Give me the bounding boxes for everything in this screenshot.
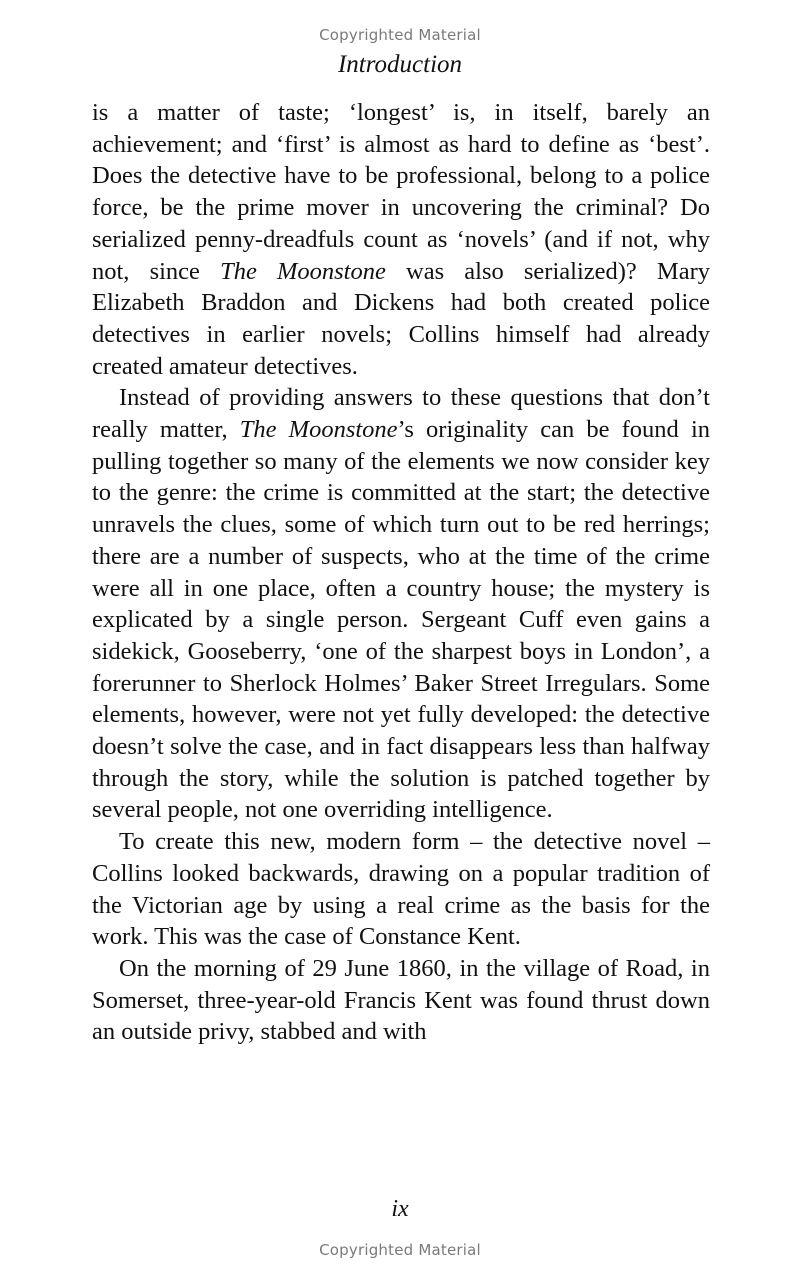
book-title: The Moonstone	[220, 257, 386, 285]
paragraph-2-head: Instead of providing answers to these questions that don’t really matter,	[92, 384, 710, 444]
paragraph-2	[92, 382, 710, 826]
book-title: The Moonstone	[239, 416, 398, 444]
copyright-notice-bottom: Copyrighted Material	[319, 1241, 481, 1259]
paragraph-1-text: is a matter of taste; ‘longest’ is, in itself, barely an achievement; and ‘first’ is almost as hard to define as ‘best’. Does the detective have to be professional, belong to a police force, be the prime mover in uncovering the criminal? Do serialized penny-dreadfuls count as ‘novels’ (and if not, why not, since	[92, 99, 710, 285]
copyright-notice-top: Copyrighted Material	[319, 26, 481, 44]
body-text	[92, 97, 710, 1048]
page-number: ix	[391, 1196, 409, 1222]
paragraph-1	[92, 97, 710, 382]
running-head: Introduction	[337, 51, 463, 78]
paragraph-1-tail: was also serialized)? Mary Elizabeth Braddon and Dickens had both created police detectives in earlier novels; Collins himself had already created amateur detectives.	[92, 257, 710, 380]
paragraph-3: To create this new, modern form – the detective novel – Collins looked backwards, drawing on a popular tradition of the Victorian age by using a real crime as the basis for the work. This was the case of Constance Kent.	[92, 828, 710, 951]
paragraph-4: On the morning of 29 June 1860, in the village of Road, in Somerset, three-year-old Francis Kent was found thrust down an outside privy, stabbed and with	[92, 954, 710, 1046]
paragraph-2-tail: ’s originality can be found in pulling together so many of the elements we now consider key to the genre: the crime is committed at the start; the detective unravels the clues, some of which turn out to be red herrings; there are a number of suspects, who at the time of the crime were all in one place, often a country house; the mystery is explicated by a single person. Sergeant Cuff even gains a sidekick, Gooseberry, ‘one of the sharpest boys in London’, a forerunner to Sherlock Holmes’ Baker Street Irregulars. Some elements, however, were not yet fully developed: the detective doesn’t solve the case, and in fact disappears less than halfway through the story, while the solution is patched together by several people, not one overriding intelligence.	[92, 416, 710, 824]
